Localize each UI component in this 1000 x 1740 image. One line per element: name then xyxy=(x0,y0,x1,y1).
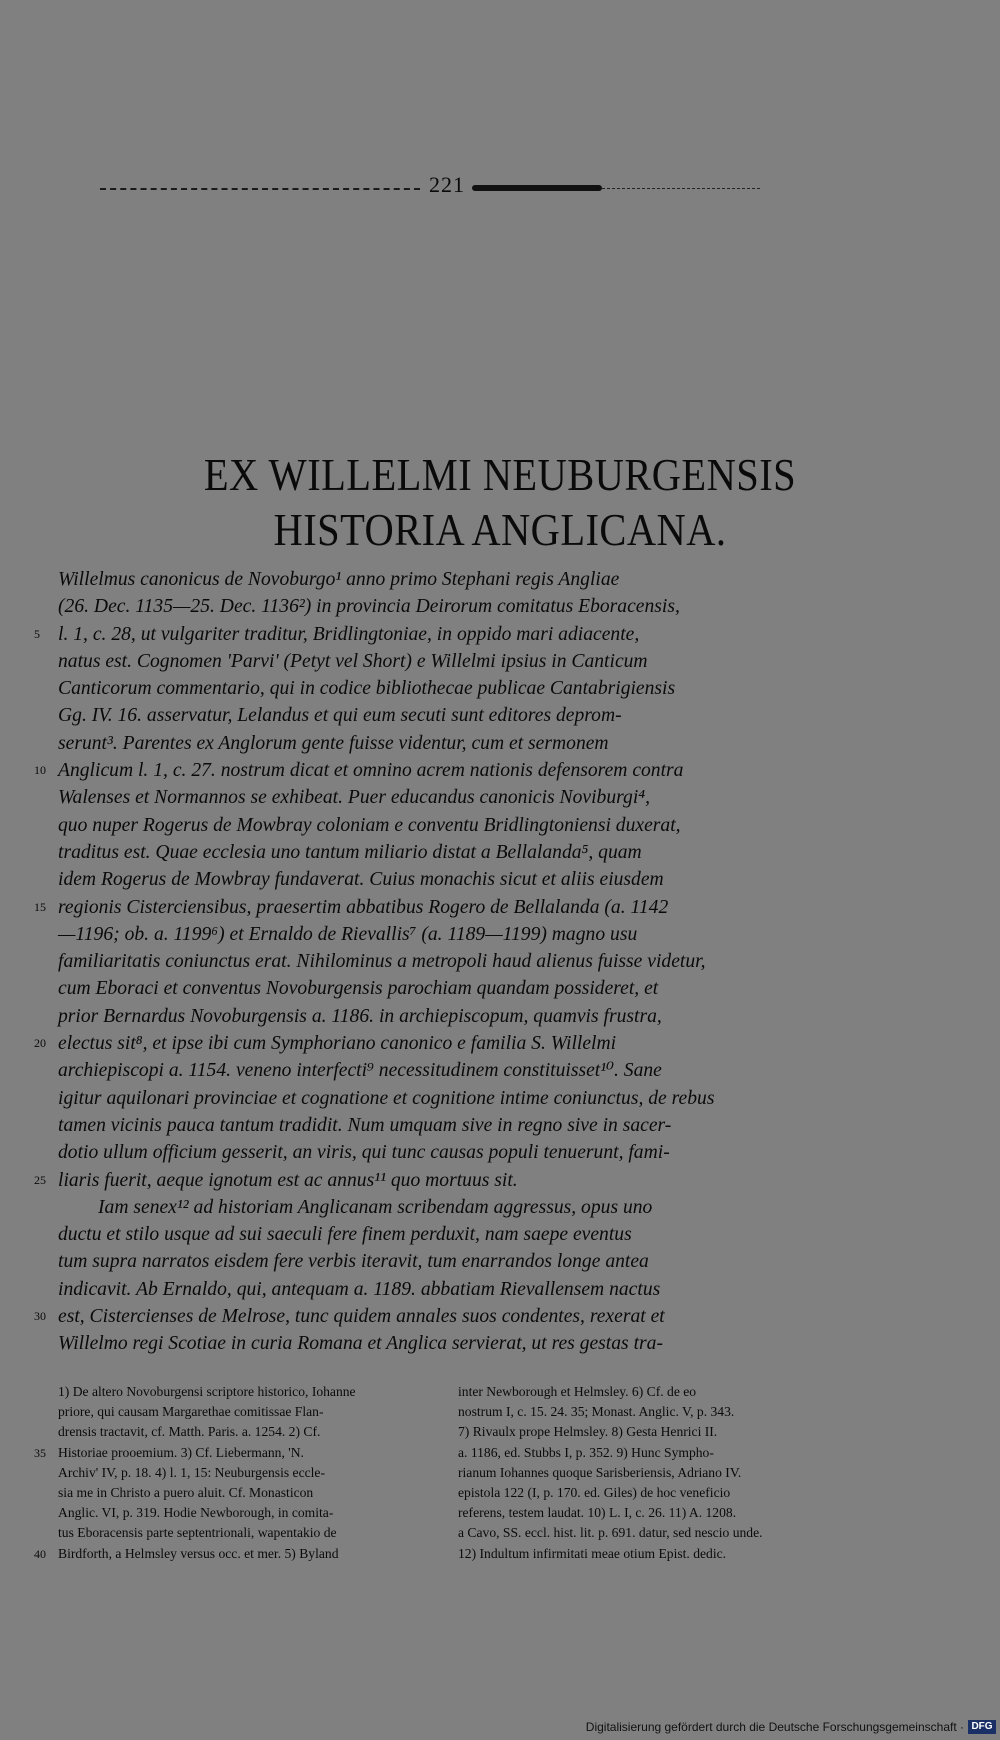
body-line-text: Willelmo regi Scotiae in curia Romana et Anglica servierat, ut res gestas tra- xyxy=(58,1333,663,1355)
body-line-text: l. 1, c. 28, ut vulgariter traditur, Bridlingtoniae, in oppido mari adiacente, xyxy=(58,623,640,645)
footnote-line-text: nostrum I, c. 15. 24. 35; Monast. Anglic. V, p. 343. xyxy=(458,1404,735,1420)
body-line-text: indicavit. Ab Ernaldo, qui, antequam a. 1189. abbatiam Rievallensem nactus xyxy=(58,1278,661,1300)
footnote-line-text: a Cavo, SS. eccl. hist. lit. p. 691. datur, sed nescio unde. xyxy=(458,1525,763,1541)
line-number: 25 xyxy=(34,1172,46,1187)
footnote-line-text: epistola 122 (I, p. 170. ed. Giles) de hoc veneficio xyxy=(458,1484,731,1500)
body-line xyxy=(58,1276,838,1303)
footnote-line-text: rianum Iohannes quoque Sarisberiensis, Adriano IV. xyxy=(458,1464,742,1480)
header-rule xyxy=(100,172,760,200)
footnote-line xyxy=(458,1523,838,1543)
body-line xyxy=(58,975,838,1002)
footnote-line-text: referens, testem laudat. 10) L. I, c. 26. 11) A. 1208. xyxy=(458,1505,737,1521)
footnote-line xyxy=(458,1544,838,1564)
footnote-line-text: Archiv' IV, p. 18. 4) l. 1, 15: Neuburgensis eccle- xyxy=(58,1464,325,1480)
body-line xyxy=(34,1167,838,1194)
body-line xyxy=(58,675,838,702)
line-number: 10 xyxy=(34,763,46,778)
body-line xyxy=(58,1330,838,1357)
body-line xyxy=(34,621,838,648)
body-line-text: Walenses et Normannos se exhibeat. Puer educandus canonicis Noviburgi⁴, xyxy=(58,787,651,809)
footnote-line xyxy=(58,1402,438,1422)
footnotes-left-column xyxy=(34,1382,438,1564)
footnote-line-text: Historiae prooemium. 3) Cf. Liebermann, 'N. xyxy=(58,1444,304,1460)
footnote-line xyxy=(458,1503,838,1523)
footnote-line-text: Anglic. VI, p. 319. Hodie Newborough, in comita- xyxy=(58,1505,334,1521)
body-line-text: idem Rogerus de Mowbray fundaverat. Cuius monachis sicut et aliis eiusdem xyxy=(58,869,664,891)
footnote-line xyxy=(34,1544,438,1564)
body-line xyxy=(58,921,838,948)
body-line xyxy=(58,702,838,729)
footnote-line xyxy=(34,1443,438,1463)
body-line xyxy=(58,1221,838,1248)
body-line-text: est, Cistercienses de Melrose, tunc quidem annales suos condentes, rexerat et xyxy=(58,1306,665,1328)
line-number: 30 xyxy=(34,1309,46,1324)
body-line-text: Willelmus canonicus de Novoburgo¹ anno primo Stephani regis Angliae xyxy=(58,569,620,590)
body-line xyxy=(34,894,838,921)
rule-right-thin xyxy=(602,188,760,189)
body-line xyxy=(58,1248,838,1275)
footnote-line-text: priore, qui causam Margarethae comitissae Flan- xyxy=(58,1404,324,1420)
body-line xyxy=(34,1030,838,1057)
body-text xyxy=(34,566,838,1358)
body-line xyxy=(58,812,838,839)
footnote-line xyxy=(458,1483,838,1503)
footnote-line xyxy=(58,1382,438,1402)
body-line xyxy=(34,757,838,784)
body-line-text: —1196; ob. a. 1199⁶) et Ernaldo de Rievallis⁷ (a. 1189—1199) magno usu xyxy=(58,923,638,945)
footnote-line xyxy=(58,1523,438,1543)
body-line xyxy=(58,784,838,811)
body-line-text: archiepiscopi a. 1154. veneno interfecti⁹ necessitudinem constituisset¹⁰. Sane xyxy=(58,1060,662,1082)
body-line-text: Gg. IV. 16. asservatur, Lelandus et qui eum secuti sunt editores deprom- xyxy=(58,705,622,727)
body-line xyxy=(58,948,838,975)
footnote-line-text: 1) De altero Novoburgensi scriptore historico, Iohanne xyxy=(58,1384,356,1399)
body-line xyxy=(58,593,838,620)
body-line xyxy=(58,1057,838,1084)
body-line-text: tamen vicinis pauca tantum tradidit. Num umquam sive in regno sive in sacer- xyxy=(58,1114,672,1136)
page-title-line-2: HISTORIA ANGLICANA. xyxy=(273,504,727,555)
body-line-text: regionis Cisterciensibus, praesertim abbatibus Rogero de Bellalanda (a. 1142 xyxy=(58,896,669,918)
body-line-text: dotio ullum officium gesserit, an viris, qui tunc causas populi tenuerunt, fami- xyxy=(58,1142,670,1164)
footnote-line-text: 12) Indultum infirmitati meae otium Epist. dedic. xyxy=(458,1545,727,1561)
body-line xyxy=(58,866,838,893)
footnote-line-text: Birdforth, a Helmsley versus occ. et mer. 5) Byland xyxy=(58,1545,339,1561)
line-number: 20 xyxy=(34,1036,46,1051)
body-line-text: liaris fuerit, aeque ignotum est ac annus¹¹ quo mortuus sit. xyxy=(58,1169,518,1191)
body-line-text: traditus est. Quae ecclesia uno tantum miliario distat a Bellalanda⁵, quam xyxy=(58,841,642,863)
footnote-line xyxy=(458,1382,838,1402)
body-line-text: natus est. Cognomen 'Parvi' (Petyt vel Short) e Willelmi ipsius in Canticum xyxy=(58,650,648,672)
footnote-line-number: 35 xyxy=(34,1445,46,1460)
body-line-text: cum Eboraci et conventus Novoburgensis parochiam quandam possideret, et xyxy=(58,978,659,1000)
footnote-line-text: drensis tractavit, cf. Matth. Paris. a. 1254. 2) Cf. xyxy=(58,1424,321,1440)
body-line-text: tum supra narratos eisdem fere verbis iteravit, tum enarrandos longe antea xyxy=(58,1251,649,1273)
body-line xyxy=(58,1139,838,1166)
footnote-line xyxy=(58,1422,438,1442)
body-line-text: ductu et stilo usque ad sui saeculi fere finem perduxit, nam saepe eventus xyxy=(58,1224,632,1246)
footnote-line xyxy=(58,1503,438,1523)
body-line-text: serunt³. Parentes ex Anglorum gente fuisse videntur, cum et sermonem xyxy=(58,732,609,754)
footnote-line-text: 7) Rivaulx prope Helmsley. 8) Gesta Henrici II. xyxy=(458,1424,718,1440)
line-number: 15 xyxy=(34,899,46,914)
footer-bar xyxy=(0,1717,1000,1740)
body-line xyxy=(58,839,838,866)
body-line-text: prior Bernardus Novoburgensis a. 1186. in archiepiscopum, quamvis frustra, xyxy=(58,1005,662,1027)
body-line xyxy=(58,1003,838,1030)
body-line xyxy=(58,648,838,675)
rule-left xyxy=(100,188,420,190)
body-line-text: Canticorum commentario, qui in codice bibliothecae publicae Cantabrigiensis xyxy=(58,678,676,700)
footnote-line-text: sia me in Christo a puero aluit. Cf. Monasticon xyxy=(58,1484,314,1500)
body-line-text: familiaritatis coniunctus erat. Nihilominus a metropoli haud alienus fuisse videtur, xyxy=(58,951,706,973)
body-line xyxy=(34,1303,838,1330)
footnote-line xyxy=(458,1463,838,1483)
body-line-text: (26. Dec. 1135—25. Dec. 1136²) in provincia Deirorum comitatus Eboracensis, xyxy=(58,596,680,618)
footnote-line xyxy=(58,1463,438,1483)
dfg-logo-icon: DFG xyxy=(968,1720,996,1734)
body-line xyxy=(58,1085,838,1112)
body-line-text: igitur aquilonari provinciae et cognatione et cognitione intime coniunctus, de rebus xyxy=(58,1087,715,1109)
body-line-text: electus sit⁸, et ipse ibi cum Symphoriano canonico e familia S. Willelmi xyxy=(58,1033,617,1055)
footnotes-right-column xyxy=(458,1382,838,1564)
body-line xyxy=(58,1112,838,1139)
body-line-text: Anglicum l. 1, c. 27. nostrum dicat et omnino acrem nationis defensorem contra xyxy=(58,760,684,782)
body-line-text: quo nuper Rogerus de Mowbray coloniam e conventu Bridlingtoniensi duxerat, xyxy=(58,814,681,836)
footnote-line-text: inter Newborough et Helmsley. 6) Cf. de eo xyxy=(458,1384,697,1399)
page-number: 221 xyxy=(429,172,465,197)
body-line-text: Iam senex¹² ad historiam Anglicanam scribendam aggressus, opus uno xyxy=(98,1196,653,1218)
page-title-line-1: EX WILLELMI NEUBURGENSIS xyxy=(203,449,797,500)
footnote-line-text: a. 1186, ed. Stubbs I, p. 352. 9) Hunc Sympho- xyxy=(458,1444,714,1460)
footnote-line xyxy=(58,1483,438,1503)
body-line xyxy=(58,730,838,757)
body-line xyxy=(58,566,838,593)
rule-right-thick xyxy=(472,185,602,191)
footnote-line xyxy=(458,1422,838,1442)
footnote-line xyxy=(458,1402,838,1422)
footnote-line-number: 40 xyxy=(34,1546,46,1561)
footnote-line-text: tus Eboracensis parte septentrionali, wapentakio de xyxy=(58,1525,337,1541)
body-line xyxy=(58,1194,838,1221)
footnote-line xyxy=(458,1443,838,1463)
line-number: 5 xyxy=(34,626,40,641)
dfg-credit: Digitalisierung gefördert durch die Deutsche Forschungsgemeinschaft · xyxy=(585,1720,964,1734)
